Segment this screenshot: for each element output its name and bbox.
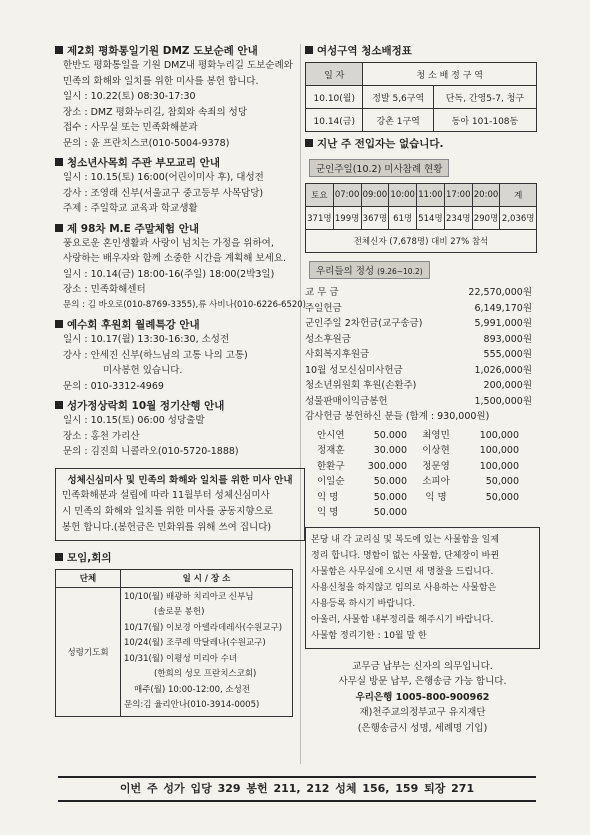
donor-name: 익 명 — [425, 491, 447, 503]
group-name: 성령기도회 — [56, 587, 121, 716]
table-header: 17:00 — [444, 184, 472, 207]
table-header: 20:00 — [472, 184, 500, 207]
table-cell: 371명 — [306, 207, 334, 230]
text-line: 강사 : 안세진 신부(하느님의 고통 나의 고통) — [63, 349, 248, 361]
text-line: 시 민족의 화해와 일치를 위한 미사를 공동지향으로 — [62, 505, 273, 517]
donor-name: 이일순 — [317, 476, 345, 487]
catechism-title: 청소년사목회 주관 부모교리 안내 — [67, 157, 220, 169]
attendance-total: 전체신자 (7,678명) 대비 27% 참석 — [306, 230, 537, 253]
text-line: 사랑하는 배우자와 함께 소중한 시간을 계획해 보세요. — [63, 253, 287, 264]
text-line: 사물함 정리기한 : 10월 말 한 — [311, 630, 427, 641]
donor-amount: 50.000 — [373, 491, 407, 503]
text-line: 일시 : 10.15(토) 06:00 성당출발 — [63, 415, 205, 426]
donor-row — [317, 428, 540, 444]
list-item: 매주(월) 10:00-12:00, 소성전 — [134, 684, 251, 695]
donor-row — [317, 443, 540, 459]
cleaning-table — [305, 62, 537, 132]
table-cell: 정발 5,6구역 — [363, 86, 433, 109]
donation-amount: 1,026,000원 — [474, 364, 532, 376]
donor-list — [305, 428, 540, 521]
meetings-table — [55, 569, 293, 717]
text-line: 장소 : 민족화해센터 — [63, 284, 146, 295]
donor-amount: 50,000 — [485, 476, 519, 487]
donation-row — [305, 378, 540, 394]
donor-name: 한환구 — [317, 460, 345, 472]
donation-label: 10월 성모신심미사헌금 — [305, 364, 403, 376]
section-title — [55, 156, 305, 170]
section-parent-catechism — [55, 156, 305, 217]
text-line: 일시 : 10.17(월) 13:30-16:30, 소성전 — [63, 334, 230, 345]
text-line: 교무금 납부는 신자의 의무입니다. — [352, 660, 493, 672]
square-bullet-icon — [55, 224, 63, 232]
jesuit-title: 예수회 후원회 월례특강 안내 — [67, 319, 200, 331]
donation-row — [305, 301, 540, 317]
table-header: 토요 — [306, 184, 334, 207]
text-line: 문의 : 010-3312-4969 — [63, 380, 164, 392]
donor-amount: 100,000 — [479, 460, 519, 472]
donor-amount: 100,000 — [479, 445, 519, 456]
donor-amount: 30.000 — [373, 445, 407, 456]
table-row — [306, 86, 537, 109]
table-cell: 290명 — [472, 207, 500, 230]
donor-name: 소피아 — [422, 476, 450, 487]
section-title — [305, 44, 540, 58]
list-item: 10/31(월) 이평성 미리아 수녀 — [124, 653, 238, 664]
donor-name: 이상현 — [422, 445, 450, 456]
text-line: 접수 : 사무실 또는 민족화해분과 — [63, 122, 198, 133]
square-bullet-icon — [55, 553, 63, 561]
cleaning-title: 여성구역 청소배정표 — [317, 45, 412, 57]
table-cell: 동아 101-108동 — [433, 109, 536, 132]
text-line: 봉헌 합니다.(봉헌금은 민화위를 위해 쓰여 집니다) — [62, 521, 272, 533]
table-row — [306, 230, 537, 253]
attendance-table — [305, 183, 537, 253]
donor-row — [317, 474, 540, 490]
donor-amount: 100,000 — [479, 429, 519, 441]
list-item: 10/17(월) 이보경 아델라데레사(수원교구) — [124, 622, 283, 633]
text-line: 본당 내 각 교리실 및 복도에 있는 사물함을 일제 — [311, 534, 500, 545]
list-item: (솔로문 봉헌) — [154, 607, 205, 617]
section-title — [55, 44, 305, 58]
table-row — [306, 207, 537, 230]
table-cell: 10.10(월) — [306, 86, 363, 109]
dmz-title: 제2회 평화통일기원 DMZ 도보순례 안내 — [67, 45, 258, 57]
donation-amount: 6,149,170원 — [474, 302, 532, 314]
table-header: 일 자 — [306, 63, 363, 86]
donation-row — [305, 394, 540, 410]
text-line: 사용등록 하시기 바랍니다. — [311, 598, 416, 609]
section-dmz-walk — [55, 44, 305, 151]
text-line: 사용신청을 하지않고 임의로 사용하는 사물함은 — [311, 582, 497, 593]
donor-row — [317, 505, 540, 521]
donor-amount — [465, 505, 519, 521]
list-item: 문의:김 율리안나(010-3914-0005) — [124, 700, 260, 710]
donation-label: 사회복지후원금 — [305, 349, 370, 360]
section-me-weekend — [55, 222, 305, 314]
text-line: (은행송금시 성명, 세례명 기입) — [357, 722, 488, 734]
donations-title-text: 우리들의 정성 — [316, 266, 375, 277]
text-line: 일시 : 10.15(토) 16:00(어린이미사 후), 대성전 — [63, 172, 264, 183]
table-cell: 199명 — [333, 207, 361, 230]
donation-row — [305, 363, 540, 379]
section-meetings — [55, 551, 305, 717]
table-header: 청 소 배 정 구 역 — [363, 63, 537, 86]
hymn-footer: 이번 주 성가 입당 329 봉헌 211, 212 성체 156, 159 퇴장 271 — [58, 776, 536, 802]
donor-name: 최영민 — [422, 429, 450, 441]
section-hiking — [55, 399, 305, 460]
text-line: 민족의 화해와 일치를 위한 미사를 봉헌 합니다. — [63, 75, 259, 87]
mass-notice-title: 성체신심미사 및 민족의 화해와 일치를 위한 미사 안내 — [67, 474, 293, 486]
text-line: 재)천주교의정부교구 유지재단 — [359, 707, 486, 718]
locker-notice-box — [305, 527, 540, 649]
table-row — [306, 184, 537, 207]
donor-name: 익 명 — [317, 507, 339, 518]
donation-amount: 893,000원 — [483, 333, 532, 345]
text-line: 문의 : 윤 프란치스코(010-5004-9378) — [63, 137, 230, 149]
attendance-title: 군인주일(10.2) 미사참례 현황 — [309, 159, 449, 177]
donor-row — [317, 490, 540, 506]
donation-row — [305, 347, 540, 363]
donor-amount: 50.000 — [373, 507, 407, 518]
table-cell: 514명 — [417, 207, 445, 230]
text-line: 풍요로운 혼인생활과 사랑이 넘치는 가정을 위하여, — [63, 237, 274, 249]
me-title: 제 98차 M.E 주말체험 안내 — [67, 222, 199, 235]
donation-label: 군인주일 2차헌금(교구송금) — [305, 318, 423, 329]
donor-amount: 300.000 — [367, 460, 407, 472]
list-item: (한희의 성모 프란치스코회) — [154, 669, 257, 679]
section-donations — [305, 257, 540, 521]
newcomer-text: 지난 주 전입자는 없습니다. — [317, 138, 444, 150]
donation-label: 성소후원금 — [305, 333, 351, 345]
table-cell: 단독, 간영5-7, 청구 — [433, 86, 536, 109]
donations-period: (9.26~10.2) — [377, 267, 423, 276]
text-line: 민족화해분과 설립에 따라 11월부터 성체신심미사 — [62, 489, 270, 501]
mass-notice-box — [55, 468, 305, 541]
text-line: 일시 : 10.14(금) 18:00-16(주일) 18:00(2박3일) — [63, 268, 275, 280]
donation-amount: 200,000원 — [483, 380, 532, 391]
table-header: 09:00 — [361, 184, 389, 207]
donor-name — [407, 505, 465, 521]
list-item: 10/24(월) 조쿠레 막달레나(수원교구) — [124, 638, 266, 648]
donor-amount: 50.000 — [373, 476, 407, 487]
text-line: 정리 합니다. 명함이 없는 사물함, 단체장이 바뀐 — [311, 550, 500, 561]
section-jesuit-lecture — [55, 318, 305, 394]
text-line: 아울러, 사물함 내부정리를 해주시기 바랍니다. — [311, 614, 494, 625]
donation-row — [305, 316, 540, 332]
donation-label: 교 무 금 — [305, 287, 339, 298]
section-attendance — [305, 155, 540, 253]
donor-name: 정문영 — [422, 460, 450, 472]
square-bullet-icon — [55, 46, 63, 54]
thanks-heading: 감사헌금 봉헌하신 분들 (합계 : 930,000원) — [305, 411, 490, 422]
table-header: 07:00 — [333, 184, 361, 207]
left-column — [55, 44, 305, 722]
donor-name: 익 명 — [317, 491, 339, 503]
table-cell: 234명 — [444, 207, 472, 230]
donation-amount: 22,570,000원 — [468, 287, 532, 298]
section-cleaning — [305, 44, 540, 132]
donor-name: 안시연 — [317, 429, 345, 441]
text-line: 사무실 방문 납부, 은행송금 가능 합니다. — [338, 676, 507, 687]
table-cell: 2,036명 — [500, 207, 537, 230]
square-bullet-icon — [305, 46, 313, 54]
donation-row — [305, 285, 540, 301]
text-line: 일시 : 10.22(토) 08:30-17:30 — [63, 91, 196, 102]
donation-amount: 1,500,000원 — [474, 395, 532, 407]
table-header: 일 시 / 장 소 — [121, 569, 293, 587]
table-row — [306, 109, 537, 132]
text-line: 강사 : 조영래 신부(서울교구 중고등부 사목담당) — [63, 187, 264, 199]
table-header: 계 — [500, 184, 537, 207]
donor-amount: 50.000 — [373, 429, 407, 441]
section-title — [55, 551, 305, 565]
donation-row — [305, 332, 540, 348]
text-line: 장소 : DMZ 평화누리길, 참회와 속죄의 성당 — [63, 106, 248, 118]
newcomer-notice — [305, 137, 540, 151]
text-line: 문의 : 김진희 니콜라오(010-5720-1888) — [63, 446, 239, 457]
section-title — [55, 222, 305, 236]
donor-amount: 50,000 — [485, 491, 519, 503]
donation-label: 청소년위원회 후원(손환주) — [305, 380, 417, 391]
section-title — [55, 399, 305, 413]
table-header: 11:00 — [417, 184, 445, 207]
text-line: 장소 : 홍천 가리산 — [63, 430, 140, 442]
text-line: 주제 : 주일학교 교육과 학교생활 — [63, 203, 198, 214]
bank-account: 우리은행 1005-800-900962 — [355, 691, 490, 703]
donations-title — [309, 261, 430, 279]
square-bullet-icon — [305, 139, 313, 147]
meetings-title: 모임,회의 — [67, 551, 112, 564]
table-cell: 367명 — [361, 207, 389, 230]
text-line: 미사봉헌 있습니다. — [103, 365, 183, 376]
hiking-title: 성가정상락회 10월 정기산행 안내 — [67, 400, 225, 412]
square-bullet-icon — [55, 158, 63, 166]
list-item: 10/10(월) 배광하 치리아코 신부님 — [124, 591, 254, 602]
donor-row — [317, 459, 540, 475]
table-cell: 61명 — [389, 207, 417, 230]
table-header: 단체 — [56, 569, 121, 587]
table-cell: 10.14(금) — [306, 109, 363, 132]
donation-amount: 555,000원 — [483, 349, 532, 360]
donor-name: 정재훈 — [317, 445, 345, 456]
donation-label: 주일헌금 — [305, 302, 342, 314]
section-title — [55, 318, 305, 332]
tithe-info — [305, 659, 540, 737]
donation-label: 성물판매이익금봉헌 — [305, 395, 388, 407]
table-cell: 강촌 1구역 — [363, 109, 433, 132]
table-header: 10:00 — [389, 184, 417, 207]
right-column — [305, 44, 540, 736]
text-line: 문의 : 김 바오로(010-8769-3355),류 사비나(010-6226-6520) — [63, 299, 306, 310]
text-line: 한반도 평화통일을 기원 DMZ내 평화누리길 도보순례와 — [63, 60, 293, 71]
text-line: 사물함은 사무실에 오시면 새 명찰을 드립니다. — [311, 566, 494, 577]
square-bullet-icon — [55, 320, 63, 328]
square-bullet-icon — [55, 401, 63, 409]
donation-amount: 5,991,000원 — [474, 318, 532, 329]
